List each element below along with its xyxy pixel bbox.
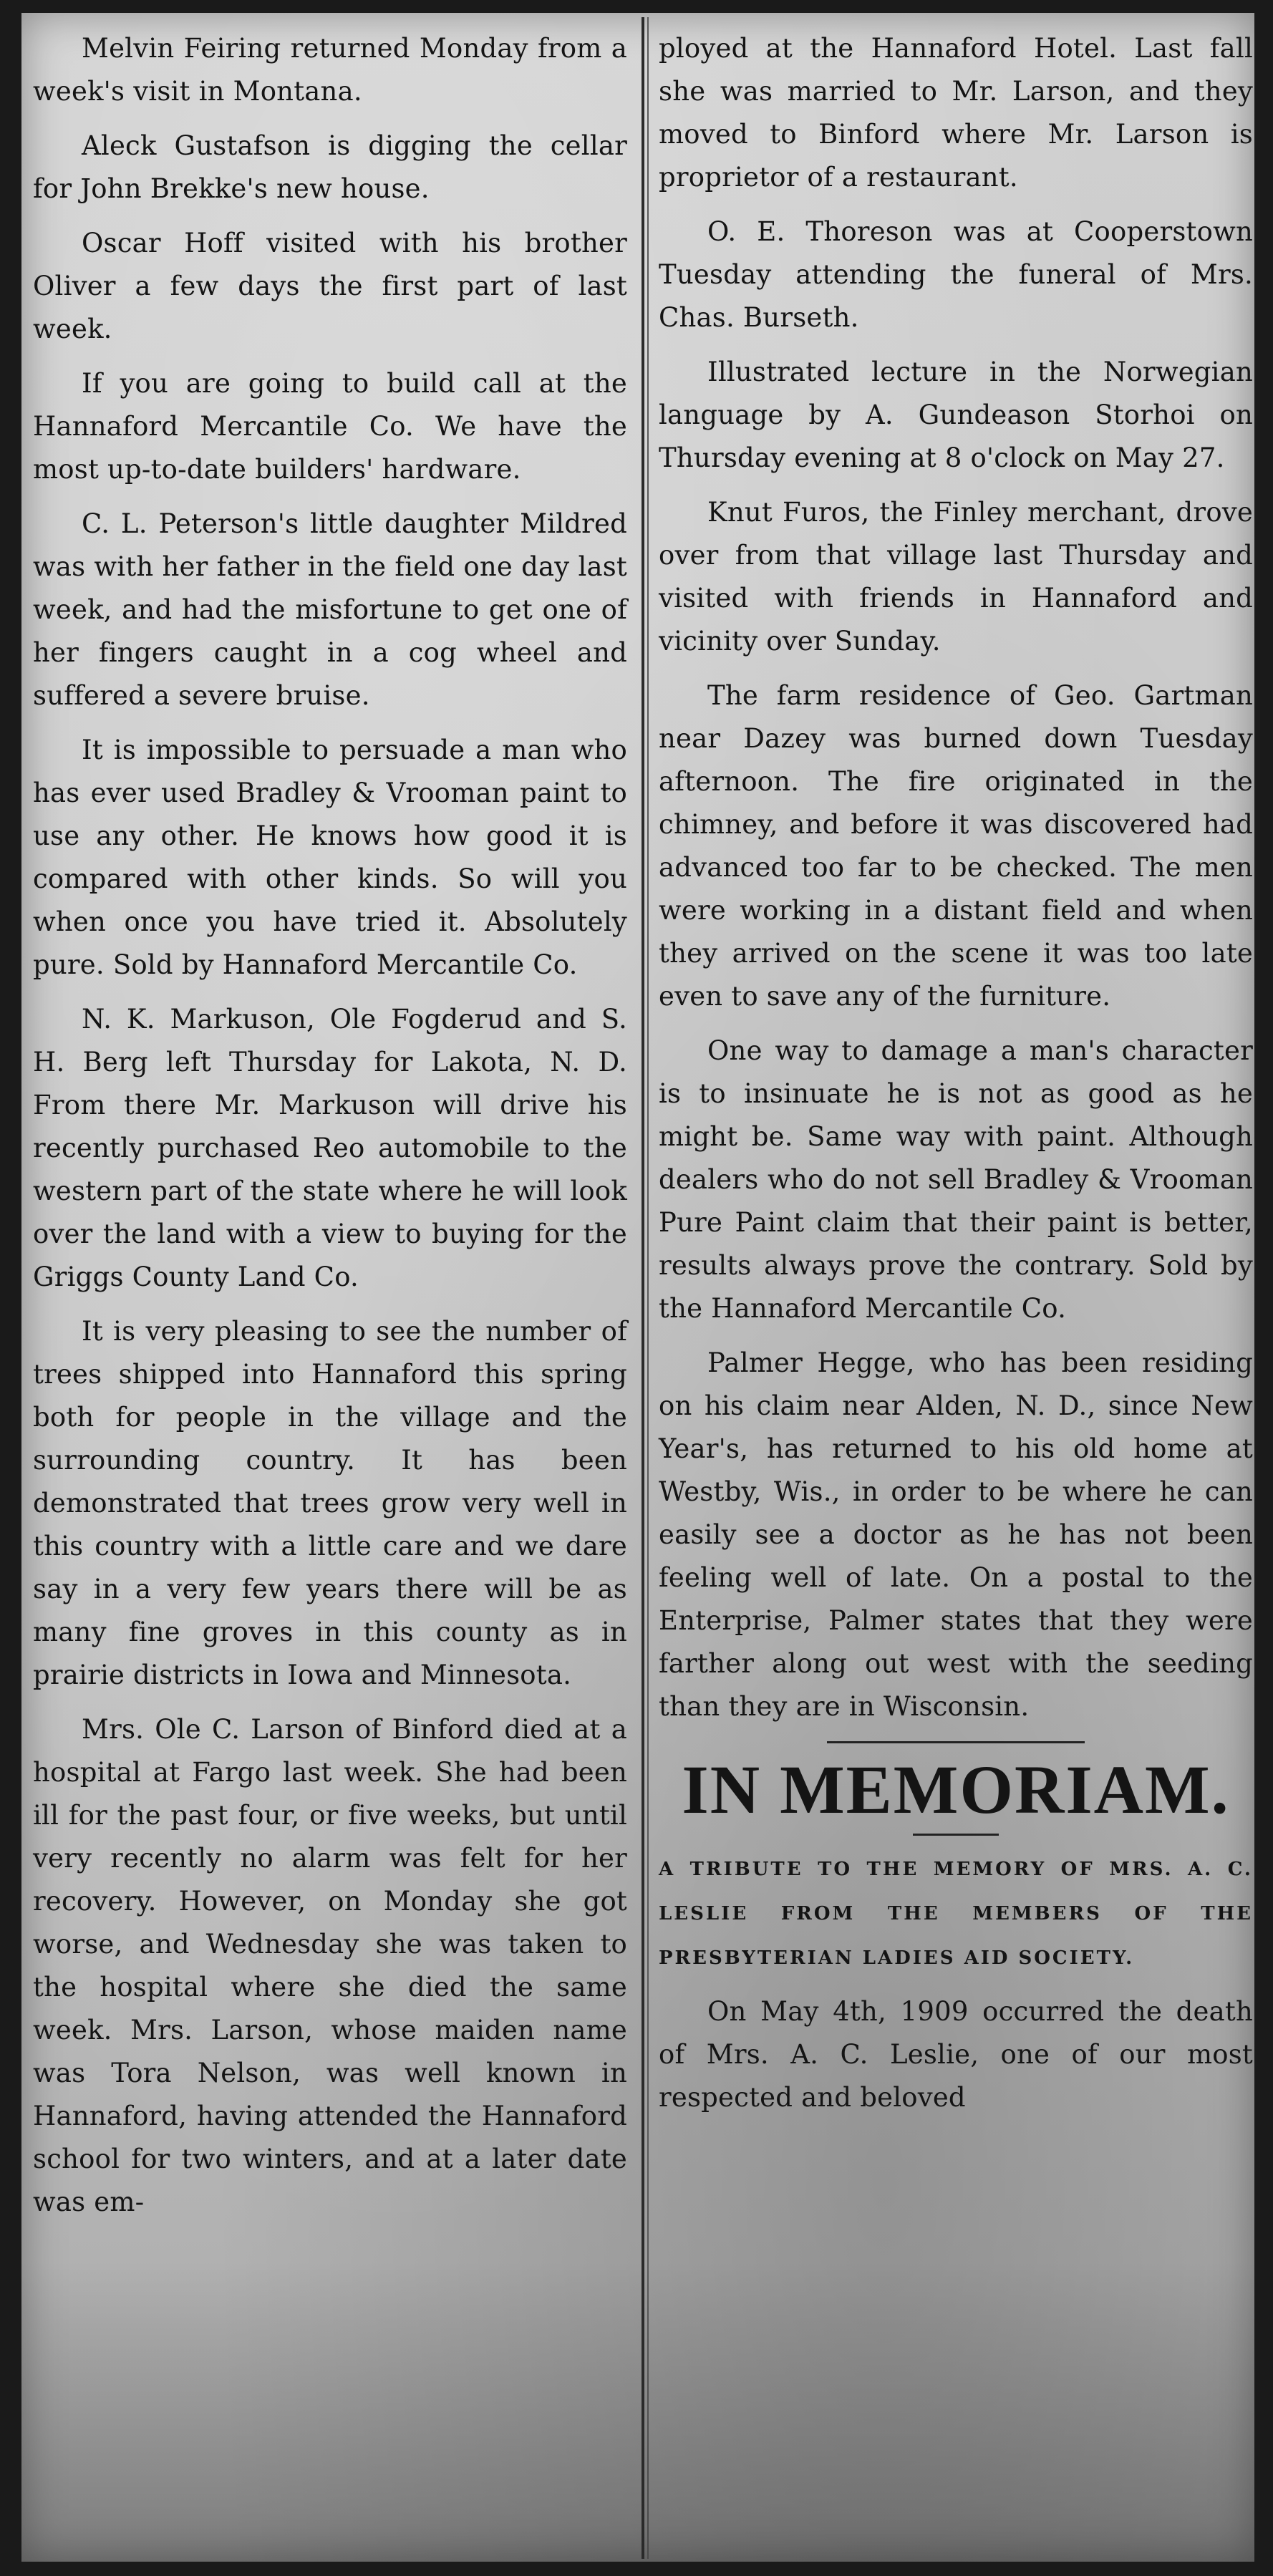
news-item-gustafson: Aleck Gustafson is digging the cellar for John Brekke's new house. (33, 130, 627, 204)
column-divider (642, 17, 644, 2559)
memoriam-body: On May 4th, 1909 occurred the death of Mrs. A. C. Leslie, one of our most respected and beloved (659, 1996, 1253, 2113)
news-item-peterson: C. L. Peterson's little daughter Mildred was with her father in the field one day last week, and had the misfortune to get one of her fingers caught in a cog wheel and suffered a severe bruise. (33, 508, 627, 711)
news-item-furos: Knut Furos, the Finley merchant, drove over from that village last Thursday and visited with friends in Hannaford and vicinity over Sunday. (659, 497, 1253, 657)
news-item-feiring: Melvin Feiring returned Monday from a week's visit in Montana. (33, 33, 627, 107)
column-divider-inner (647, 17, 649, 2559)
news-item-larson: Mrs. Ole C. Larson of Binford died at a hospital at Fargo last week. She had been ill for the past four, or five weeks, but until very recently no alarm was felt for her recovery. However, on Monday she got worse, and Wednesday she was taken to the hospital where she died the same week. Mrs. Larson, whose maiden name was Tora Nelson, was well known in Hannaford, having attended the Hannaford school for two winters, and at a later date was em- (33, 1714, 627, 2217)
memoriam-divider (913, 1834, 999, 1836)
memoriam-subtitle: A TRIBUTE TO THE MEMORY OF MRS. A. C. LESLIE FROM THE MEMBERS OF THE PRESBYTERIAN LADIES AID SOCIETY. (659, 1859, 1253, 1969)
news-item-fire: The farm residence of Geo. Gartman near Dazey was burned down Tuesday afternoon. The fire originated in the chimney, and before it was discovered had advanced too far to be checked. The men were working in a distant field and when they arrived on the scene it was too late even to save any of the furniture. (659, 680, 1253, 1012)
left-column (33, 27, 627, 2235)
scan-shadow (21, 2261, 1254, 2562)
news-item-thoreson: O. E. Thoreson was at Cooperstown Tuesday attending the funeral of Mrs. Chas. Burseth. (659, 216, 1253, 333)
memoriam-title: IN MEMORIAM. (682, 1751, 1230, 1828)
news-item-trees: It is very pleasing to see the number of trees shipped into Hannaford this spring both for people in the village and the surrounding country. It has been demonstrated that trees grow very well in this country with a little care and we dare say in a very few years there will be as many fine groves in this county as in prairie districts in Iowa and Minnesota. (33, 1316, 627, 1690)
news-item-paint-ad-2: One way to damage a man's character is to insinuate he is not as good as he might be. Same way with paint. Although dealers who do not sell Bradley & Vrooman Pure Paint claim that their paint is better, results always prove the contrary. Sold by the Hannaford Mercantile Co. (659, 1035, 1253, 1324)
news-item-markuson: N. K. Markuson, Ole Fogderud and S. H. Berg left Thursday for Lakota, N. D. From there Mr. Markuson will drive his recently purchased Reo automobile to the western part of the state where he will look over the land with a view to buying for the Griggs County Land Co. (33, 1004, 627, 1292)
right-column (659, 27, 1253, 2131)
news-item-lecture: Illustrated lecture in the Norwegian language by A. Gundeason Storhoi on Thursday evening at 8 o'clock on May 27. (659, 357, 1253, 473)
news-item-larson-continued: ployed at the Hannaford Hotel. Last fall she was married to Mr. Larson, and they moved to Binford where Mr. Larson is proprietor of a restaurant. (659, 33, 1253, 193)
memoriam-top-rule (827, 1741, 1085, 1743)
newspaper-page (21, 13, 1254, 2562)
news-item-hardware-ad: If you are going to build call at the Hannaford Mercantile Co. We have the most up-to-date builders' hardware. (33, 368, 627, 485)
news-item-hoff: Oscar Hoff visited with his brother Oliver a few days the first part of last week. (33, 228, 627, 344)
news-item-hegge: Palmer Hegge, who has been residing on his claim near Alden, N. D., since New Year's, has returned to his old home at Westby, Wis., in order to be where he can easily see a doctor as he has not been feeling well of late. On a postal to the Enterprise, Palmer states that they were farther along out west with the seeding than they are in Wisconsin. (659, 1347, 1253, 1722)
news-item-paint-ad: It is impossible to persuade a man who has ever used Bradley & Vrooman paint to use any other. He knows how good it is compared with other kinds. So will you when once you have tried it. Absolutely pure. Sold by Hannaford Mercantile Co. (33, 735, 627, 980)
